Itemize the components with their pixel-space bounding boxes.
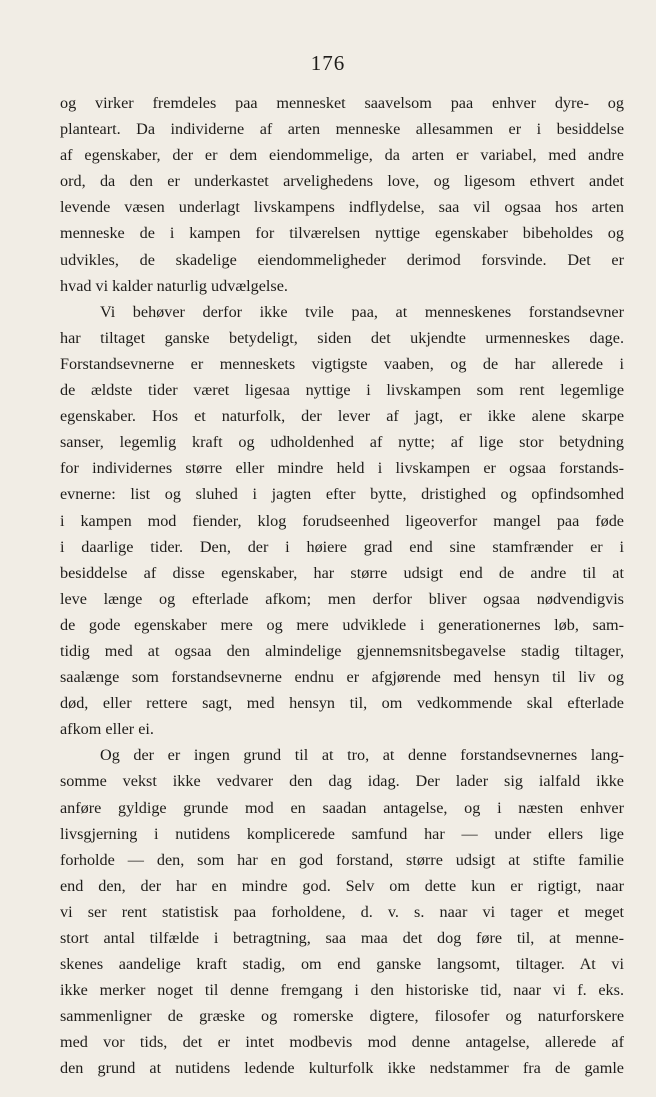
text-line: i kampen mod fiender, klog forudseenhed ligeoverfor mangel paa føde [60, 511, 624, 530]
text-line: har tiltaget ganske betydeligt, siden det ukjendte urmenneskes dage. [60, 328, 624, 347]
text-line: og virker fremdeles paa mennesket saavelsom paa enhver dyre- og [60, 94, 624, 112]
text-line: anføre gyldige grunde mod en saadan antagelse, og i næsten enhver [60, 798, 624, 817]
paragraph-end-line: afkom eller ei. [60, 720, 154, 739]
paragraph-end-line: hvad vi kalder naturlig udvælgelse. [60, 276, 288, 295]
text-line: leve længe og efterlade afkom; men derfor bliver ogsaa nødvendigvis [60, 589, 624, 608]
text-line: den grund at nutidens ledende kulturfolk ikke nedstammer fra de gamle [60, 1059, 624, 1078]
text-line: med vor tids, det er intet modbevis mod denne antagelse, allerede af [60, 1033, 624, 1052]
text-line: saalænge som forstandsevnerne endnu er afgjørende med hensyn til liv og [60, 668, 624, 687]
text-line: end den, der har en mindre god. Selv om dette kun er rigtigt, naar [60, 876, 624, 895]
text-line: egenskaber. Hos et naturfolk, der lever af jagt, er ikke alene skarpe [60, 407, 624, 426]
body-text [60, 90, 624, 1082]
text-line: sanser, legemlig kraft og udholdenhed af nytte; af lige stor betydning [60, 433, 624, 452]
text-line: sammenligner de græske og romerske digtere, filosofer og naturforskere [60, 1007, 624, 1026]
text-line: død, eller rettere sagt, med hensyn til, om vedkommende skal efterlade [60, 694, 624, 713]
paragraph-start-line: Og der er ingen grund til at tro, at denne forstandsevnernes lang- [100, 746, 624, 765]
text-line: besiddelse af disse egenskaber, har større udsigt end de andre til at [60, 563, 624, 582]
text-line: somme vekst ikke vedvarer den dag idag. Der lader sig ialfald ikke [60, 772, 624, 791]
text-line: Forstandsevnerne er menneskets vigtigste vaaben, og de har allerede i [60, 354, 624, 373]
text-line: ord, da den er underkastet arvelighedens love, og ligesom ethvert andet [60, 172, 624, 191]
text-line: de gode egenskaber mere og mere udviklede i generationernes løb, sam- [60, 615, 624, 634]
page-number: 176 [310, 51, 346, 75]
text-line: ikke merker noget til denne fremgang i den historiske tid, naar vi f. eks. [60, 981, 624, 1000]
text-line: i daarlige tider. Den, der i høiere grad end sine stamfrænder er i [60, 537, 624, 556]
paragraph-start-line: Vi behøver derfor ikke tvile paa, at menneskenes forstandsevner [100, 302, 624, 321]
text-line: af egenskaber, der er dem eiendommelige, da arten er variabel, med andre [60, 146, 624, 165]
text-line: evnerne: list og sluhed i jagten efter bytte, dristighed og opfindsomhed [60, 485, 624, 504]
text-line: stort antal tilfælde i betragtning, saa maa det dog føre til, at menne- [60, 929, 624, 947]
text-line: de ældste tider været ligesaa nyttige i livskampen som rent legemlige [60, 381, 624, 400]
text-line: levende væsen underlagt livskampens indflydelse, saa vil ogsaa hos arten [60, 198, 624, 217]
text-line: udvikles, de skadelige eiendommeligheder derimod forsvinde. Det er [60, 250, 624, 269]
text-line: tidig med at ogsaa den almindelige gjennemsnitsbegavelse stadig tiltager, [60, 641, 624, 660]
text-line: forholde — den, som har en god forstand, større udsigt at stifte familie [60, 850, 624, 869]
text-line: planteart. Da individerne af arten menneske allesammen er i besiddelse [60, 120, 624, 139]
text-line: vi ser rent statistisk paa forholdene, d. v. s. naar vi tager et meget [60, 902, 624, 921]
text-line: for individernes større eller mindre held i livskampen er ogsaa forstands- [60, 459, 624, 478]
text-line: menneske de i kampen for tilværelsen nyttige egenskaber bibeholdes og [60, 224, 624, 243]
text-line: skenes aandelige kraft stadig, om end ganske langsomt, tiltager. At vi [60, 955, 624, 974]
text-line: livsgjerning i nutidens komplicerede samfund har — under ellers lige [60, 824, 624, 843]
